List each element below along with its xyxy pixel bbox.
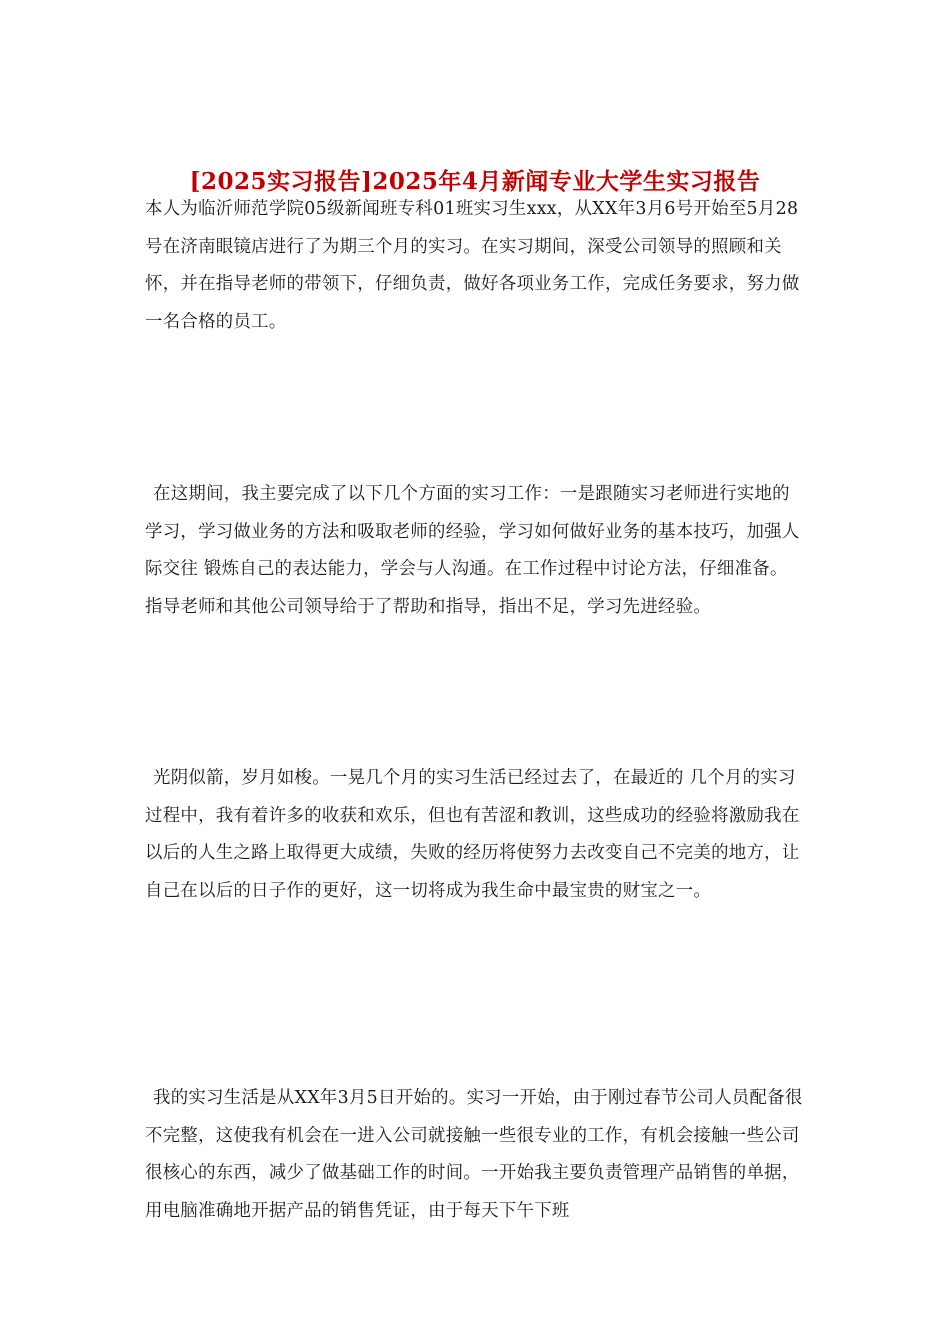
paragraph-3: 光阴似箭，岁月如梭。一晃几个月的实习生活已经过去了，在最近的 几个月的实习过程中，我有着许多的收获和欢乐，但也有苦涩和教训，这些成功的经验将激励我在以后的人生之路上取得更大成绩，失败的经历将使努力去改变自己不完美的地方，让自己在以后的日子作的更好，这一切将成为我生命中最宝贵的财宝之一。 [145, 768, 800, 901]
paragraph-4: 我的实习生活是从XX年3月5日开始的。实习一开始，由于刚过春节公司人员配备很不完整，这使我有机会在一进入公司就接触一些很专业的工作，有机会接触一些公司很核心的东西，减少了做基础工作的时间。一开始我主要负责管理产品销售的单据，用电脑准确地开据产品的销售凭证，由于每天下午下班 [145, 1088, 803, 1221]
document-title: [2025实习报告]2025年4月新闻专业大学生实习报告 [189, 168, 761, 196]
paragraph-1: 本人为临沂师范学院05级新闻班专科01班实习生xxx，从XX年3月6号开始至5月28号在济南眼镜店进行了为期三个月的实习。在实习期间，深受公司领导的照顾和关怀，并在指导老师的带领下，仔细负责，做好各项业务工作，完成任务要求，努力做一名合格的员工。 [145, 199, 800, 332]
paragraph-2: 在这期间，我主要完成了以下几个方面的实习工作：一是跟随实习老师进行实地的学习，学习做业务的方法和吸取老师的经验，学习如何做好业务的基本技巧，加强人际交往 锻炼自己的表达能力，学会与人沟通。在工作过程中讨论方法，仔细准备。指导老师和其他公司领导给于了帮助和指导，指出不足，学习先进经验。 [145, 484, 800, 617]
